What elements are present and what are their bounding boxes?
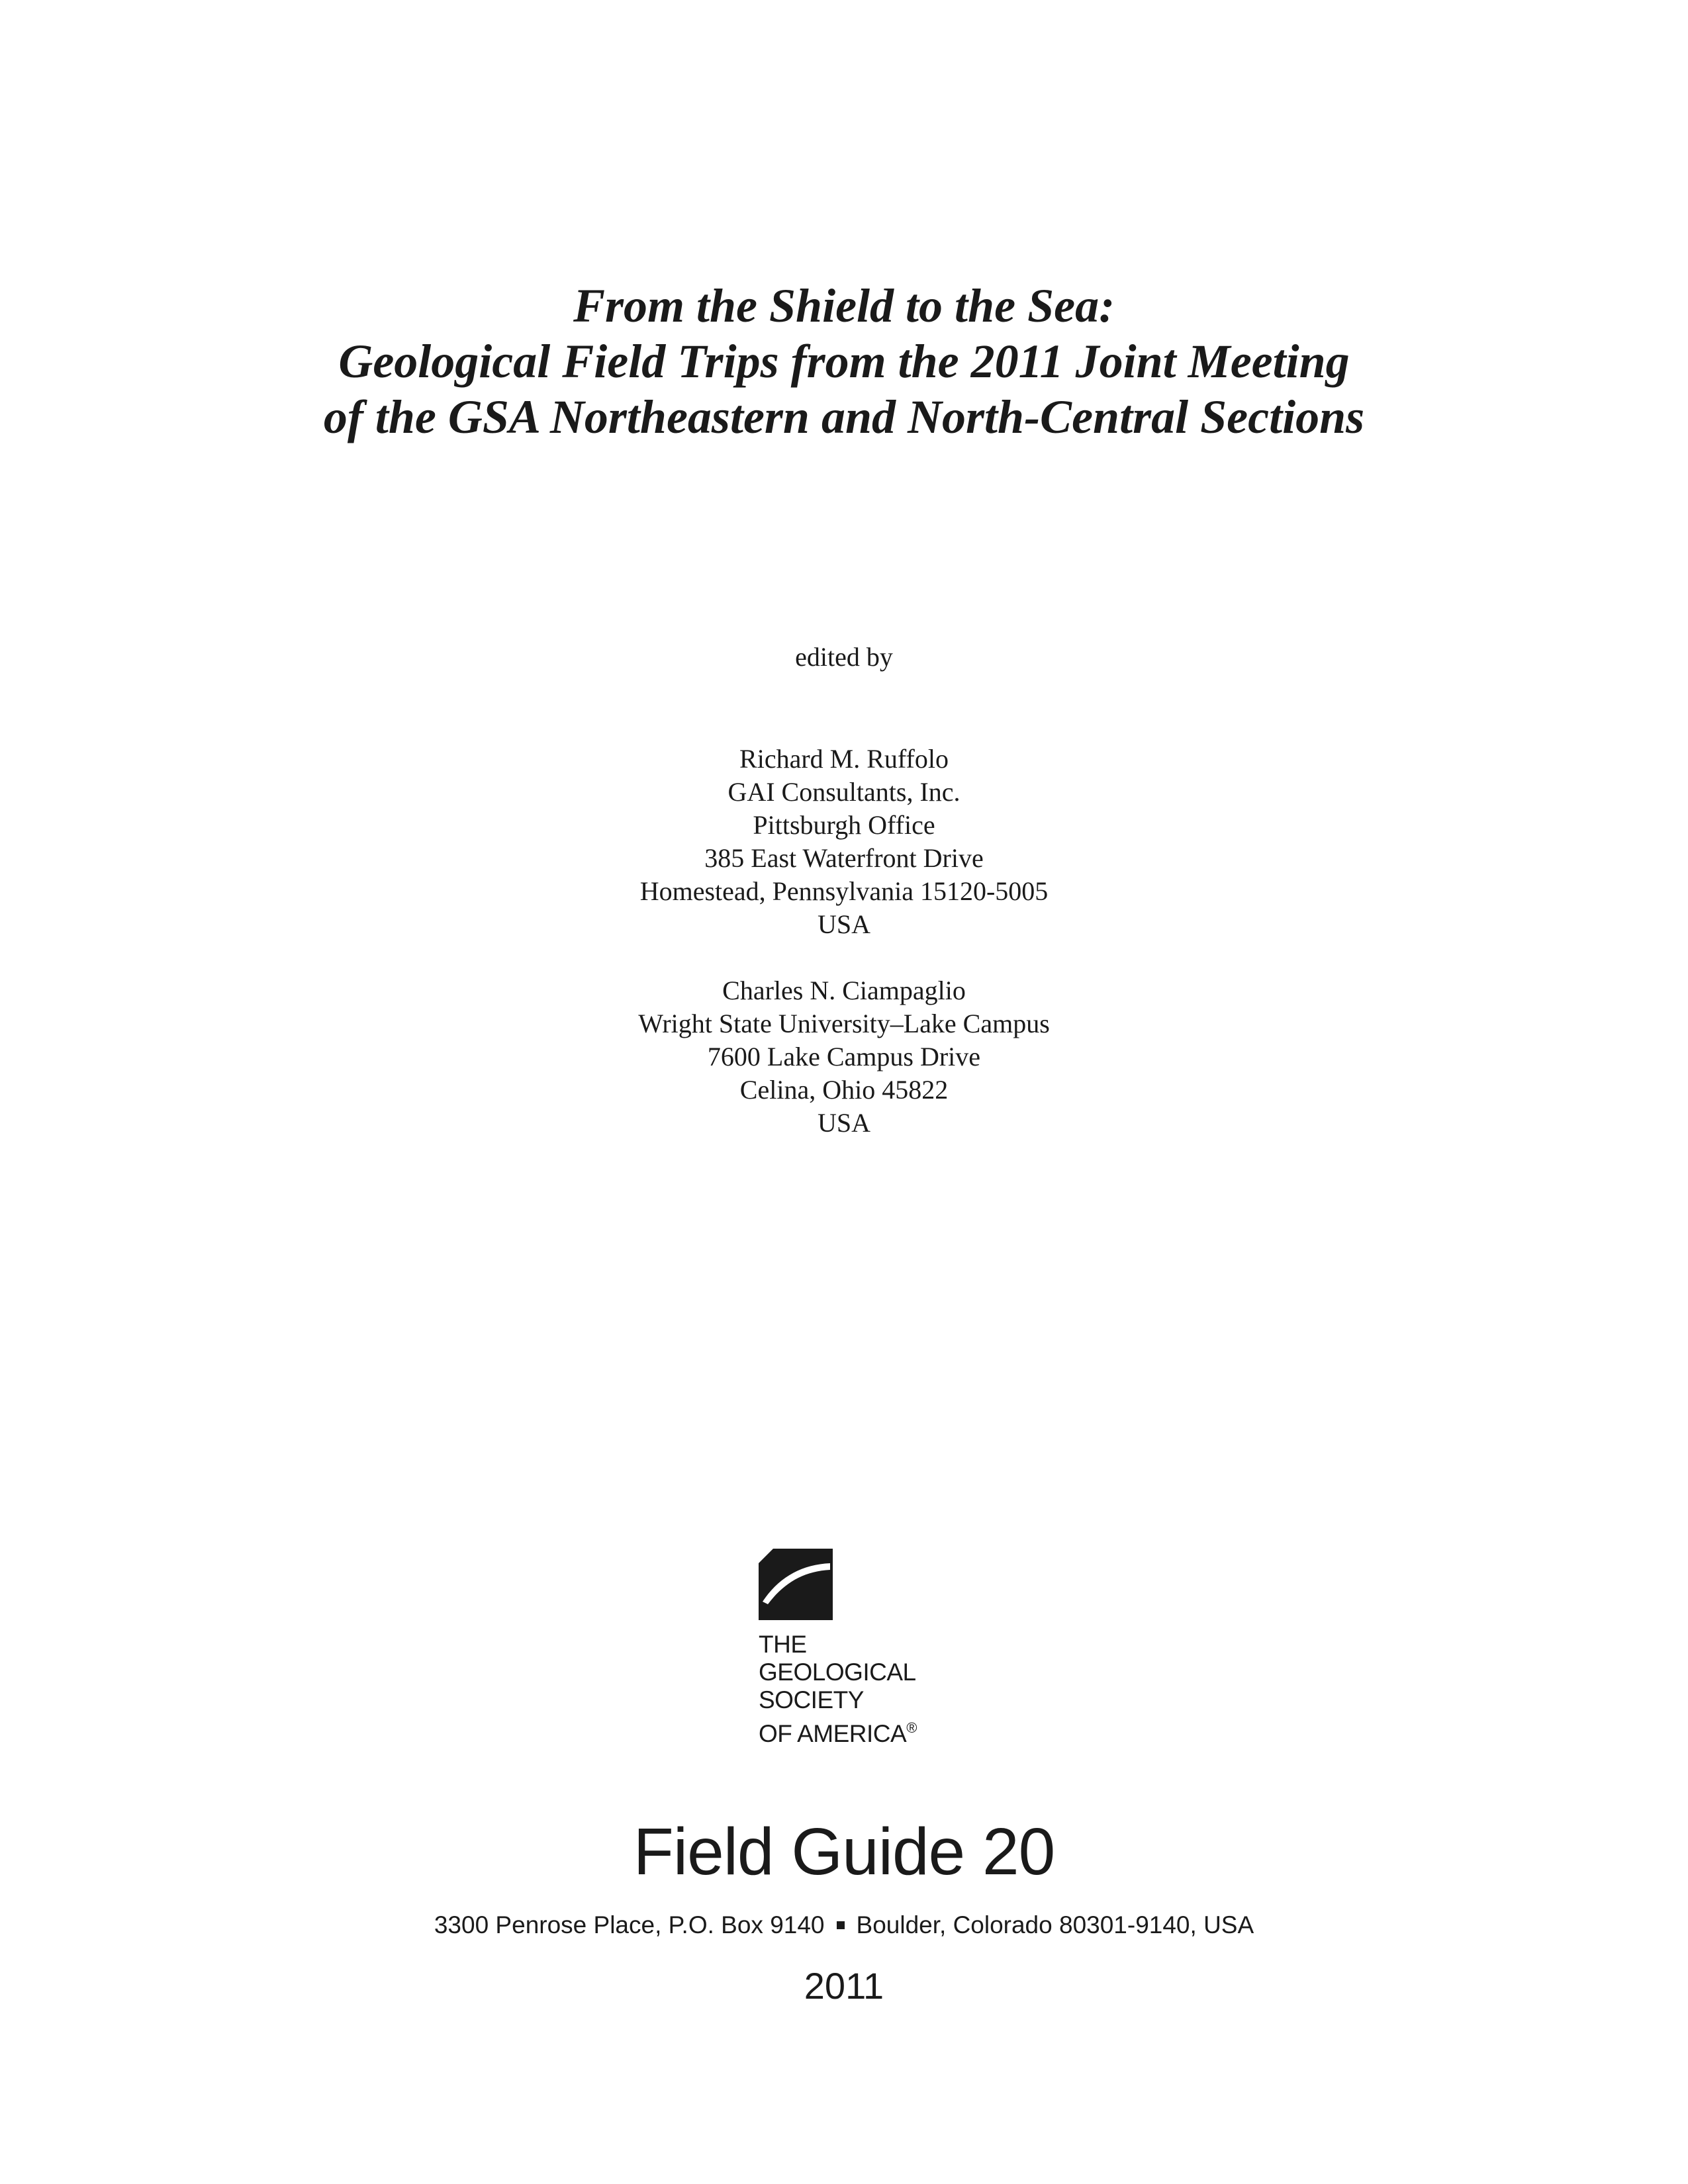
editor-name: Richard M. Ruffolo xyxy=(739,744,949,774)
logo-line-3: SOCIETY xyxy=(759,1686,864,1713)
editor-affiliation: GAI Consultants, Inc. xyxy=(727,777,961,807)
square-bullet-icon xyxy=(837,1921,845,1929)
address-city: Boulder, Colorado 80301-9140, USA xyxy=(856,1911,1254,1938)
editor-block-ciampaglio xyxy=(0,974,1688,1140)
editor-city: Homestead, Pennsylvania 15120-5005 xyxy=(639,876,1049,906)
logo-line-1: THE xyxy=(759,1631,807,1658)
registered-mark: ® xyxy=(906,1719,917,1736)
address-street: 3300 Penrose Place, P.O. Box 9140 xyxy=(434,1911,825,1938)
editor-street: 7600 Lake Campus Drive xyxy=(707,1042,981,1071)
publisher-address xyxy=(0,1910,1688,1940)
series-title: Field Guide 20 xyxy=(633,1815,1055,1889)
title-line-2: Geological Field Trips from the 2011 Joint Meeting xyxy=(338,335,1350,388)
title-line-3: of the GSA Northeastern and North-Central Sections xyxy=(323,390,1365,443)
editor-block-ruffolo xyxy=(0,743,1688,941)
publication-year: 2011 xyxy=(804,1965,884,2007)
edited-by-label: edited by xyxy=(795,642,893,672)
editor-country: USA xyxy=(817,1108,871,1138)
editor-name: Charles N. Ciampaglio xyxy=(722,976,966,1005)
editor-street: 385 East Waterfront Drive xyxy=(704,843,984,873)
editor-affiliation: Wright State University–Lake Campus xyxy=(638,1009,1050,1038)
editor-city: Celina, Ohio 45822 xyxy=(739,1075,949,1105)
gsa-logo-wordmark xyxy=(759,1631,917,1748)
logo-line-2: GEOLOGICAL xyxy=(759,1659,916,1686)
editor-country: USA xyxy=(817,909,871,939)
gsa-logo-icon xyxy=(759,1549,833,1620)
book-title xyxy=(0,278,1688,445)
editor-office: Pittsburgh Office xyxy=(753,810,935,840)
title-line-1: From the Shield to the Sea: xyxy=(573,279,1115,332)
logo-line-4: OF AMERICA® xyxy=(759,1719,917,1747)
